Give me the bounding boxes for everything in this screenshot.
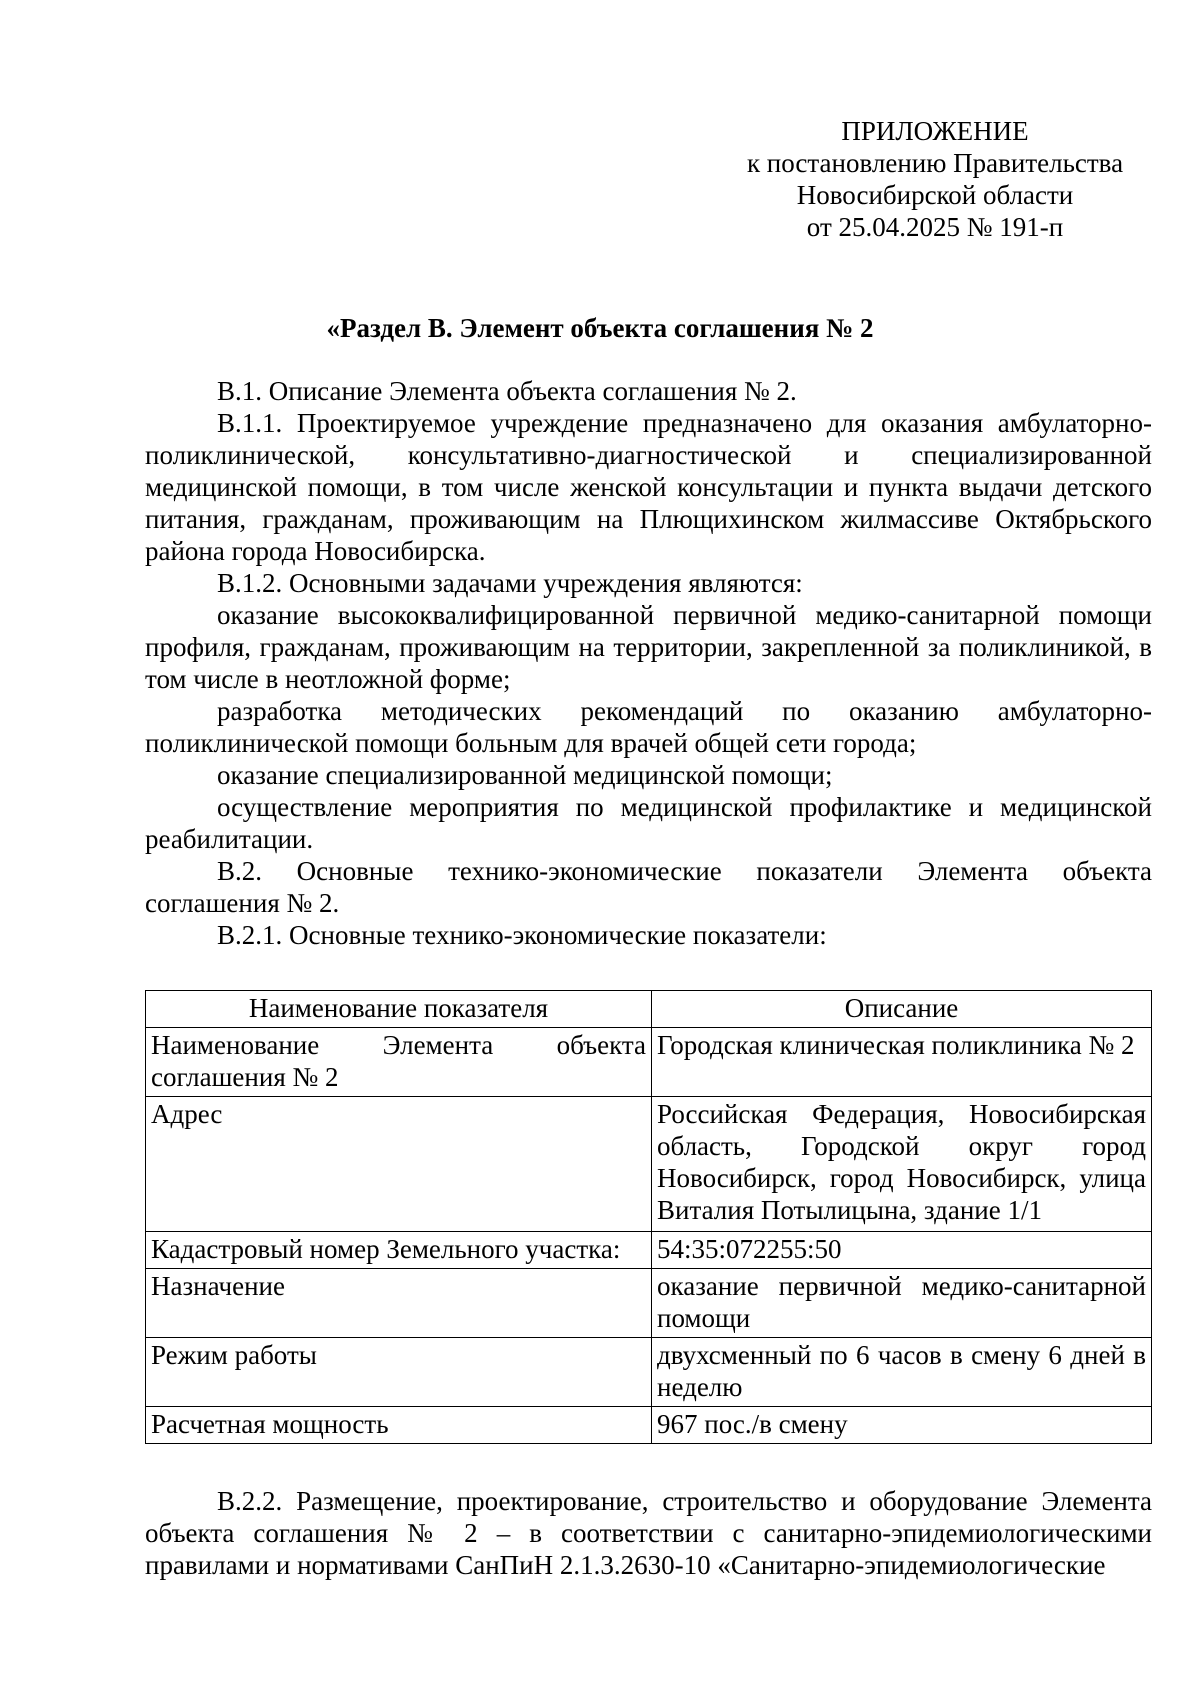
table-row [146,1269,1152,1338]
appendix-header [720,115,1150,243]
table-header-cell: Описание [652,991,1152,1028]
paragraph: В.1.2. Основными задачами учреждения являются: [217,568,803,598]
table-cell: Адрес [146,1097,652,1232]
appendix-line-2: Новосибирской области [796,180,1074,210]
table-cell: оказание первичной медико-санитарной помощи [652,1269,1152,1338]
table-cell: Расчетная мощность [146,1407,652,1444]
table-cell: Российская Федерация, Новосибирская область, Городской округ город Новосибирск, город Новосибирск, улица Виталия Потылицына, здание 1/1 [652,1097,1152,1232]
paragraph: В.1. Описание Элемента объекта соглашения № 2. [217,376,797,406]
section-title: «Раздел В. Элемент объекта соглашения № 2 [326,313,874,343]
list-item: осуществление мероприятия по медицинской профилактике и медицинской реабилитации. [145,792,1152,854]
table-cell: Режим работы [146,1338,652,1407]
table-row [146,1232,1152,1269]
table-cell: 967 пос./в смену [652,1407,1152,1444]
closing-text [145,1485,1152,1581]
appendix-line-1: к постановлению Правительства [746,148,1124,178]
table-row [146,1028,1152,1097]
table-cell: Городская клиническая поликлиника № 2 [652,1028,1152,1097]
table-row [146,1097,1152,1232]
table-row [146,1338,1152,1407]
body-text [145,375,1152,951]
table-cell: Назначение [146,1269,652,1338]
table-header-row [146,991,1152,1028]
paragraph: В.1.1. Проектируемое учреждение предназначено для оказания амбулаторно-поликлинической, консультативно-диагностической и специализированной медицинской помощи, в том числе женской консультации и пункта выдачи детского питания, гражданам, проживающим на Плющихинском жилмассиве Октябрьского района города Новосибирска. [145,408,1152,566]
appendix-title: ПРИЛОЖЕНИЕ [841,116,1029,146]
list-item: разработка методических рекомендаций по оказанию амбулаторно-поликлинической помощи больным для врачей общей сети города; [145,696,1152,758]
table-header-cell: Наименование показателя [146,991,652,1028]
table-cell: Кадастровый номер Земельного участка: [146,1232,652,1269]
list-item: оказание высококвалифицированной первичной медико-санитарной помощи профиля, гражданам, проживающим на территории, закрепленной за поликлиникой, в том числе в неотложной форме; [145,600,1152,694]
paragraph: В.2.1. Основные технико-экономические показатели: [217,920,827,950]
appendix-line-3: от 25.04.2025 № 191-п [806,212,1064,242]
table-cell: Наименование Элемента объекта соглашения № 2 [146,1028,652,1097]
list-item: оказание специализированной медицинской помощи; [217,760,833,790]
table-row [146,1407,1152,1444]
table-cell: 54:35:072255:50 [652,1232,1152,1269]
table-cell: двухсменный по 6 часов в смену 6 дней в неделю [652,1338,1152,1407]
paragraph: В.2.2. Размещение, проектирование, строительство и оборудование Элемента объекта соглашения № 2 – в соответствии с санитарно-эпидемиологическими правилами и нормативами СанПиН 2.1.3.2630-10 «Санитарно-эпидемиологические [145,1486,1152,1580]
indicators-table [145,990,1152,1444]
paragraph: В.2. Основные технико-экономические показатели Элемента объекта соглашения № 2. [145,856,1152,918]
